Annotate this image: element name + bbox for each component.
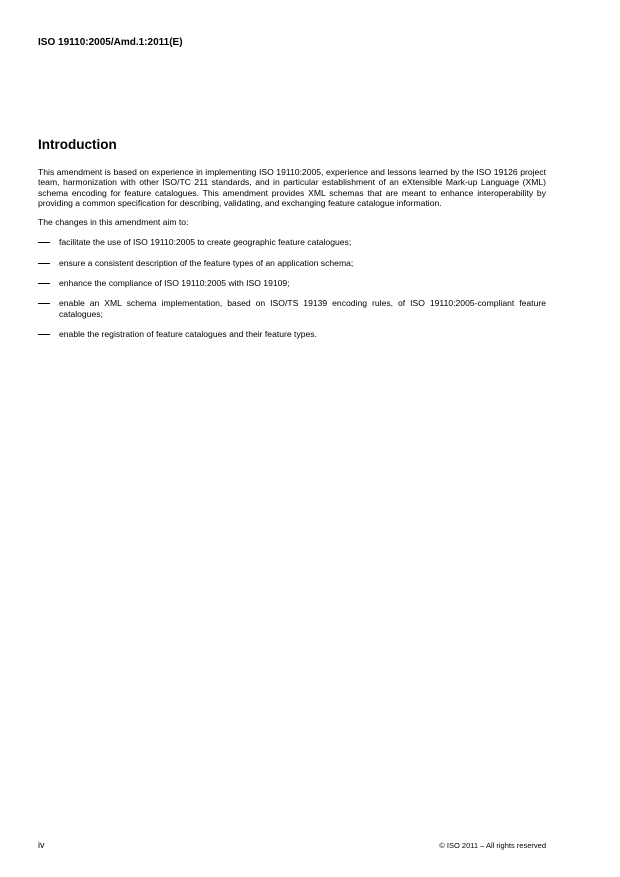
list-item-text: enhance the compliance of ISO 19110:2005 with ISO 19109;: [59, 278, 290, 289]
list-lead-text: The changes in this amendment aim to:: [38, 217, 189, 228]
intro-paragraph: This amendment is based on experience in implementing ISO 19110:2005, experience and lessons learned by the ISO 19126 project team, harmonization with other ISO/TC 211 standards, and in particular establishment of an eXtensible Mark-up Language (XML) schema encoding for feature catalogues. This amendment provides XML schemas that are meant to enhance interoperability by providing a common specification for describing, validating, and exchanging feature catalogue information.: [38, 167, 546, 208]
em-dash-icon: [38, 334, 50, 335]
page-number: iv: [38, 840, 45, 850]
list-item-text: enable the registration of feature catalogues and their feature types.: [59, 328, 317, 339]
document-header: ISO 19110:2005/Amd.1:2011(E): [38, 37, 183, 48]
list-item: [38, 258, 546, 268]
document-body: [38, 167, 546, 349]
list-item-text: enable an XML schema implementation, based on ISO/TS 19139 encoding rules, of ISO 19110:2005-compliant feature catalogues;: [59, 298, 546, 319]
em-dash-icon: [38, 283, 50, 284]
list-item: [38, 329, 546, 339]
list-item: [38, 237, 546, 247]
section-title: Introduction: [38, 137, 117, 152]
list-item: [38, 298, 546, 319]
list-item-text: ensure a consistent description of the feature types of an application schema;: [59, 257, 354, 268]
em-dash-icon: [38, 242, 50, 243]
copyright-notice: © ISO 2011 – All rights reserved: [439, 841, 546, 850]
list-item: [38, 278, 546, 288]
em-dash-icon: [38, 303, 50, 304]
changes-list: [38, 237, 546, 339]
list-item-text: facilitate the use of ISO 19110:2005 to create geographic feature catalogues;: [59, 237, 352, 248]
em-dash-icon: [38, 263, 50, 264]
